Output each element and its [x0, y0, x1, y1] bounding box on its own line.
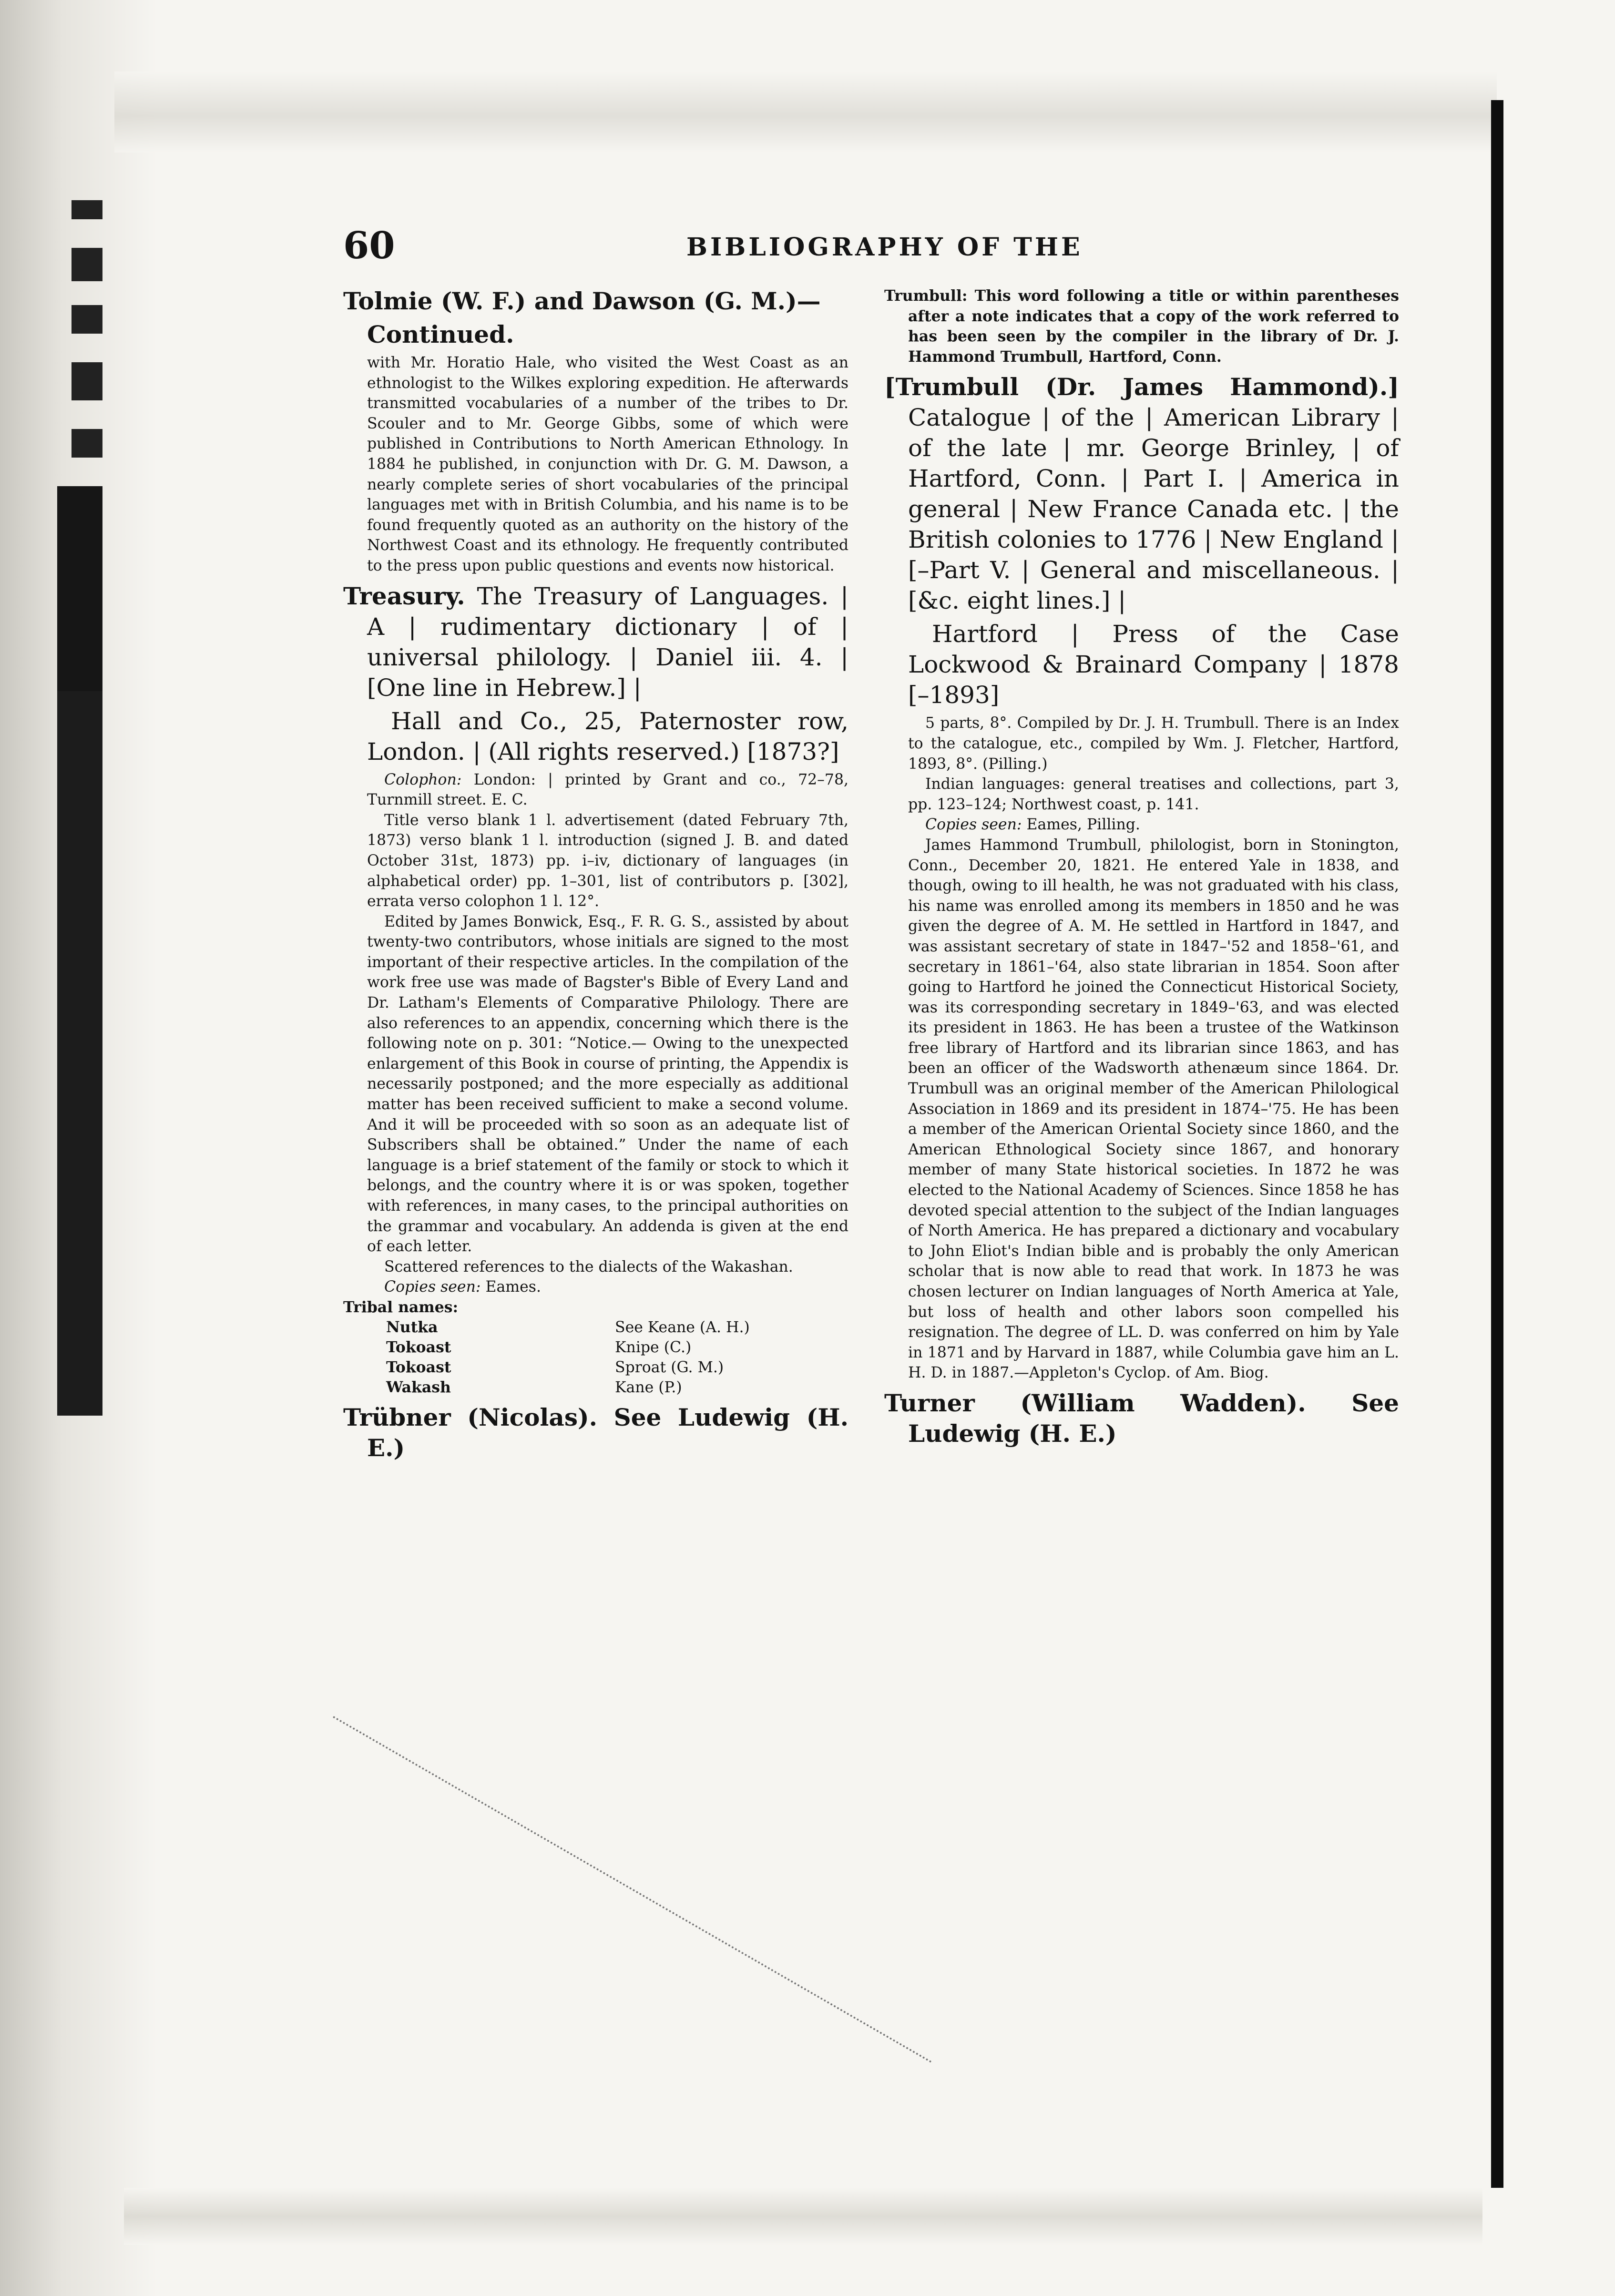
tribal-reference: Kane (P.) — [615, 1378, 682, 1396]
scan-binding-shadow — [57, 486, 102, 691]
colophon-label: Colophon: — [384, 771, 462, 788]
tribal-reference: Knipe (C.) — [615, 1338, 692, 1356]
tolmie-heading: Tolmie (W. F.) and Dawson (G. M.)— — [343, 287, 821, 315]
copies-text: Eames. — [485, 1278, 541, 1296]
treasury-scattered: Scattered references to the dialects of the Wakashan. — [384, 1258, 793, 1276]
tribal-names-label: Tribal names: — [343, 1298, 459, 1316]
tribal-names-table — [386, 1317, 815, 1398]
catalogue-languages: Indian languages: general treatises and collections, part 3, pp. 123–124; Northwest coast, p. 141. — [908, 776, 1399, 813]
tribal-row — [386, 1357, 815, 1378]
trumbull-biography: James Hammond Trumbull, philologist, born in Stonington, Conn., December 20, 1821. He entered Yale in 1838, and though, owing to ill health, he was not graduated with his class, his name was enrolled among its members in 1850 and he was given the degree of A. M. He settled in Hartford in 1847, and was assistant secretary of state in 1847–'52 and 1858–'61, and secretary in 1861–'64, also state librarian in 1854. Soon after going to Hartford he joined the Connecticut Historical Society, was its corresponding secretary in 1849–'63, and was elected its president in 1863. He has been a trustee of the Watkinson free library of Hartford and its librarian since 1863, and has been an officer of the Wadsworth athenæum since 1864. Dr. Trumbull was an original member of the American Philological Association in 1869 and its president in 1874–'75. He has been a member of the American Oriental Society since 1860, and the American Ethnological Society since 1867, and honorary member of many State historical societies. In 1872 he was elected to the National Academy of Sciences. Since 1858 he has devoted special attention to the subject of the Indian languages of North America. He has prepared a dictionary and vocabulary to John Eliot's Indian bible and is probably the only American scholar that is now able to read that work. In 1873 he was chosen lecturer on Indian languages of North America at Yale, but loss of health and other labors soon compelled his resignation. The degree of LL. D. was conferred on him by Yale in 1871 and by Harvard in 1887, while Columbia gave him an L. H. D. in 1887.—Appleton's Cyclop. of Am. Biog. — [908, 836, 1399, 1382]
tribal-reference: Sproat (G. M.) — [615, 1358, 724, 1376]
treasury-copies — [343, 1277, 848, 1297]
tribal-row — [386, 1337, 815, 1357]
right-column — [884, 286, 1399, 1452]
tribal-row — [386, 1317, 815, 1337]
treasury-imprint: Hall and Co., 25, Paternoster row, London. | (All rights reserved.) [1873?] — [367, 707, 848, 765]
treasury-note: Edited by James Bonwick, Esq., F. R. G. S., assisted by about twenty-two contributors, whose initials are signed to the most important of their respective articles. In the compilation of the work free use was made of Bagster's Bible of Every Land and Dr. Latham's Elements of Comparative Philology. There are also references to an appendix, concerning which there is the following note on p. 301: “Notice.— Owing to the unexpected enlargement of this Book in course of printing, the Appendix is necessarily postponed; and the more especially as additional matter has been received sufficient to make a second volume. And it will be proceeded with so soon as an adequate list of Subscribers shall be obtained.” Under the name of each language is a brief statement of the family or stock to which it belongs, and the country where it is or was spoken, together with references, in many cases, to the principal authorities on the grammar and vocabulary. An addenda is given at the end of each letter. — [367, 913, 848, 1255]
treasury-collation: Title verso blank 1 l. advertisement (dated February 7th, 1873) verso blank 1 l. introduction (signed J. B. and dated October 31st, 1873) pp. i–iv, dictionary of languages (in alphabetical order) pp. 1–301, list of contributors p. [302], errata verso colophon 1 l. 12°. — [367, 811, 848, 910]
catalogue-imprint: Hartford | Press of the Case Lockwood & Brainard Company | 1878 [–1893] — [908, 620, 1399, 709]
copies-text: Eames, Pilling. — [1026, 816, 1140, 834]
scan-top-edge — [114, 71, 1497, 153]
treasury-entry — [343, 581, 848, 703]
scan-binding-shadow-lower — [57, 691, 102, 1416]
scan-fold-line — [333, 1716, 932, 2063]
tolmie-biography: with Mr. Horatio Hale, who visited the West Coast as an ethnologist to the Wilkes exploring expedition. He afterwards transmitted vocabularies of a number of the tribes to Dr. Scouler and to Mr. George Gibbs, some of which were published in Contributions to North American Ethnology. In 1884 he published, in conjunction with Dr. G. M. Dawson, a nearly complete series of short vocabularies of the principal languages met with in British Columbia, and his name is to be found frequently quoted as an authority on the history of the Northwest Coast and its ethnology. He frequently contributed to the press upon public questions and events now historical. — [367, 354, 848, 574]
treasury-colophon — [343, 770, 848, 810]
treasury-title: The Treasury of Languages. | A | rudimentary dictionary | of | universal philology. | Daniel iii. 4. | [One line in Hebrew.] | — [367, 582, 848, 702]
copies-label: Copies seen: — [384, 1278, 481, 1296]
tribal-name: Tokoast — [386, 1338, 451, 1356]
copies-label: Copies seen: — [925, 816, 1022, 834]
catalogue-heading: [Trumbull (Dr. James Hammond).] — [884, 373, 1399, 401]
treasury-heading: Treasury. — [343, 582, 465, 610]
scan-right-rule — [1491, 100, 1503, 2188]
trubner-entry: Trübner (Nicolas). See Ludewig (H. E.) — [343, 1403, 848, 1462]
catalogue-entry — [884, 372, 1399, 616]
turner-entry: Turner (William Wadden). See Ludewig (H. E.) — [884, 1388, 1399, 1448]
tolmie-continued: Continued. — [367, 320, 514, 348]
left-column — [343, 286, 848, 1466]
scan-bottom-edge — [124, 2188, 1482, 2245]
tribal-reference: See Keane (A. H.) — [615, 1318, 750, 1336]
trumbull-note: Trumbull: This word following a title or within parentheses after a note indicates that a copy of the work referred to has been seen by the compiler in the library of Dr. J. Hammond Trumbull, Hartford, Conn. — [884, 287, 1399, 366]
tribal-name: Tokoast — [386, 1358, 451, 1376]
tribal-name: Wakash — [386, 1378, 451, 1396]
catalogue-collation: 5 parts, 8°. Compiled by Dr. J. H. Trumbull. There is an Index to the catalogue, etc., compiled by Wm. J. Fletcher, Hartford, 1893, 8°. (Pilling.) — [908, 714, 1399, 773]
tribal-name: Nutka — [386, 1318, 438, 1336]
catalogue-title: Catalogue | of the | American Library | of the late | mr. George Brinley, | of Hartford, Conn. | Part I. | America in general | New France Canada etc. | the British colonies to 1776 | New England | [–Part V. | General and miscellaneous. | [&c. eight lines.] | — [908, 404, 1399, 615]
colophon-text: London: | printed by Grant and co., 72–78, Turnmill street. E. C. — [367, 771, 848, 809]
catalogue-copies — [884, 815, 1399, 835]
running-head: BIBLIOGRAPHY OF THE — [686, 233, 1083, 262]
tribal-row — [386, 1378, 815, 1398]
page-number: 60 — [343, 224, 395, 267]
